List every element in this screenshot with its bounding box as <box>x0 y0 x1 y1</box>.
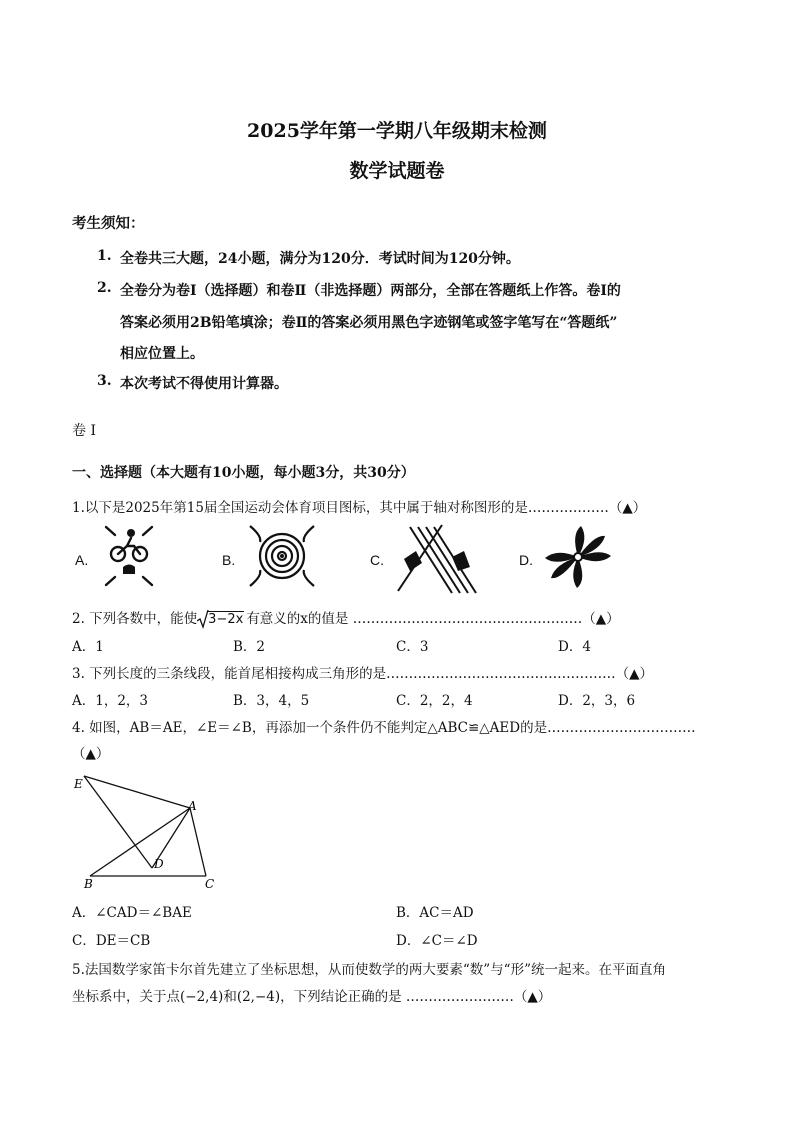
figure-label-b: B <box>84 877 93 891</box>
q1-option-b-label: B. <box>222 552 236 568</box>
volume-label: 卷 Ⅰ <box>72 423 96 439</box>
q1-option-a-label: A. <box>75 552 89 568</box>
notice-item-2-line-1: 全卷分为卷Ⅰ（选择题）和卷Ⅱ（非选择题）两部分，全部在答题纸上作答。卷Ⅰ的 <box>120 283 621 299</box>
q3-option-c: C．2，2，4 <box>396 693 473 709</box>
badminton-icon <box>396 523 480 599</box>
question-1-stem: 1.以下是2025年第15届全国运动会体育项目图标，其中属于轴对称图形的是………………（▲） <box>72 500 647 516</box>
notice-heading: 考生须知： <box>72 215 145 232</box>
q3-option-d: D．2，3，6 <box>558 693 636 709</box>
q4-option-d: D．∠C＝∠D <box>396 933 478 949</box>
q2-stem-before: 2. 下列各数中，能使 <box>72 611 198 627</box>
notice-item-1-number: 1. <box>97 248 112 264</box>
figure-label-d: D <box>154 857 164 871</box>
figure-label-c: C <box>205 877 215 891</box>
question-3-stem: 3. 下列长度的三条线段，能首尾相接构成三角形的是……………………………………………（▲） <box>72 666 654 682</box>
q2-option-d: D．4 <box>558 639 591 655</box>
notice-item-2-line-3: 相应位置上。 <box>120 346 204 362</box>
exam-subtitle: 数学试题卷 <box>349 160 445 182</box>
exam-title: 2025学年第一学期八年级期末检测 <box>247 120 547 142</box>
q2-option-c: C．3 <box>396 639 429 655</box>
figure-label-a: A <box>188 799 197 813</box>
q4-option-a: A．∠CAD＝∠BAE <box>72 905 192 921</box>
q3-option-b: B．3，4，5 <box>233 693 310 709</box>
section-heading: 一、选择题（本大题有10小题，每小题3分，共30分） <box>72 465 415 481</box>
question-5-line-2: 坐标系中，关于点(−2,4)和(2,−4)，下列结论正确的是 ……………………（▲） <box>72 989 552 1005</box>
q2-option-a: A．1 <box>72 639 104 655</box>
archery-target-icon <box>246 522 318 594</box>
notice-item-2-line-2: 答案必须用2B铅笔填涂；卷Ⅱ的答案必须用黑色字迹钢笔或签字笔写在“答题纸” <box>120 315 618 331</box>
notice-item-3-text: 本次考试不得使用计算器。 <box>120 376 288 392</box>
notice-item-3-number: 3. <box>97 373 112 389</box>
q2-option-b: B．2 <box>233 639 266 655</box>
notice-item-1-text: 全卷共三大题，24小题，满分为120分．考试时间为120分钟。 <box>120 251 520 267</box>
radical-sign-icon <box>197 609 209 629</box>
question-2-stem <box>72 607 620 627</box>
q2-radicand: 3−2x <box>208 612 244 627</box>
cycling-icon <box>103 524 155 592</box>
q1-option-c-label: C. <box>370 552 384 568</box>
q2-stem-after: 有意义的x的值是 ……………………………………………（▲） <box>246 611 620 627</box>
question-4-stem-tail: （▲） <box>72 746 110 762</box>
notice-item-2-number: 2. <box>97 280 112 296</box>
q4-option-b: B．AC＝AD <box>396 905 474 921</box>
q3-option-a: A．1，2，3 <box>72 693 149 709</box>
triangle-figure <box>72 768 222 896</box>
figure-label-e: E <box>74 777 83 791</box>
q4-option-c: C．DE＝CB <box>72 933 151 949</box>
q1-option-d-label: D. <box>519 552 533 568</box>
question-4-stem: 4. 如图，AB＝AE，∠E＝∠B，再添加一个条件仍不能判定△ABC≌△AED的是…………………………… <box>72 720 696 736</box>
question-5-line-1: 5.法国数学家笛卡尔首先建立了坐标思想，从而使数学的两大要素“数”与“形”统一起来。在平面直角 <box>72 962 666 978</box>
pinwheel-icon <box>543 524 613 594</box>
q2-square-root <box>197 611 244 627</box>
